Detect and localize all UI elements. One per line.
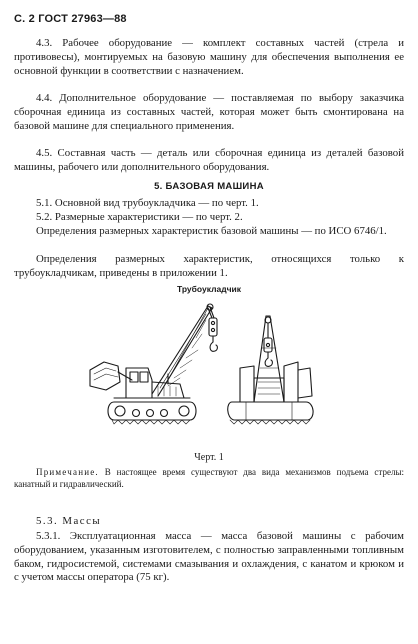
- note-text: В настоящее время существуют два вида механизмов подъема стрелы: канатный и гидравлический.: [14, 467, 404, 489]
- note: [14, 467, 404, 490]
- paragraph-5-2: 5.2. Размерные характеристики — по черт. 2.: [36, 211, 243, 223]
- paragraph-5-2-appendix: Определения размерных характеристик, относящихся только к трубоукладчикам, приведены в приложении 1.: [14, 253, 404, 279]
- paragraph-5-1: 5.1. Основной вид трубоукладчика — по черт. 1.: [36, 197, 259, 209]
- section-5-3-heading: 5.3. Массы: [36, 515, 102, 527]
- paragraph-4-3: 4.3. Рабочее оборудование — комплект составных частей (стрела и противовесы), монтируемых на базовую машину для обеспечения выполнения ее основной функции в соответствии с назначением.: [14, 37, 404, 77]
- paragraph-5-2-iso: Определения размерных характеристик базовой машины — по ИСО 6746/1.: [36, 225, 387, 237]
- paragraph-4-5: 4.5. Составная часть — деталь или сборочная единица из деталей базовой машины, рабочего или дополнительного оборудования.: [14, 147, 404, 173]
- paragraph-4-4: 4.4. Дополнительное оборудование — поставляемая по выбору заказчика сборочная единица из составных частей, которая может быть смонтирована на базовой машине для специального применения.: [14, 92, 404, 132]
- pipelayer-drawing: [40, 298, 380, 438]
- section-5-title: 5. БАЗОВАЯ МАШИНА: [154, 181, 264, 192]
- page-header: С. 2 ГОСТ 27963—88: [14, 13, 127, 25]
- figure-title: Трубоукладчик: [176, 284, 242, 294]
- paragraph-5-3-1: 5.3.1. Эксплуатационная масса — масса базовой машины с рабочим оборудованием, указанным изготовителем, с полностью заправленными топливным баком, гидросистемой, системами смазывания и охлаждения, с канатом и крюком и с учетом массы оператора (75 кг).: [14, 530, 404, 584]
- figure-caption: Черт. 1: [194, 452, 224, 463]
- note-label: Примечание.: [36, 467, 99, 477]
